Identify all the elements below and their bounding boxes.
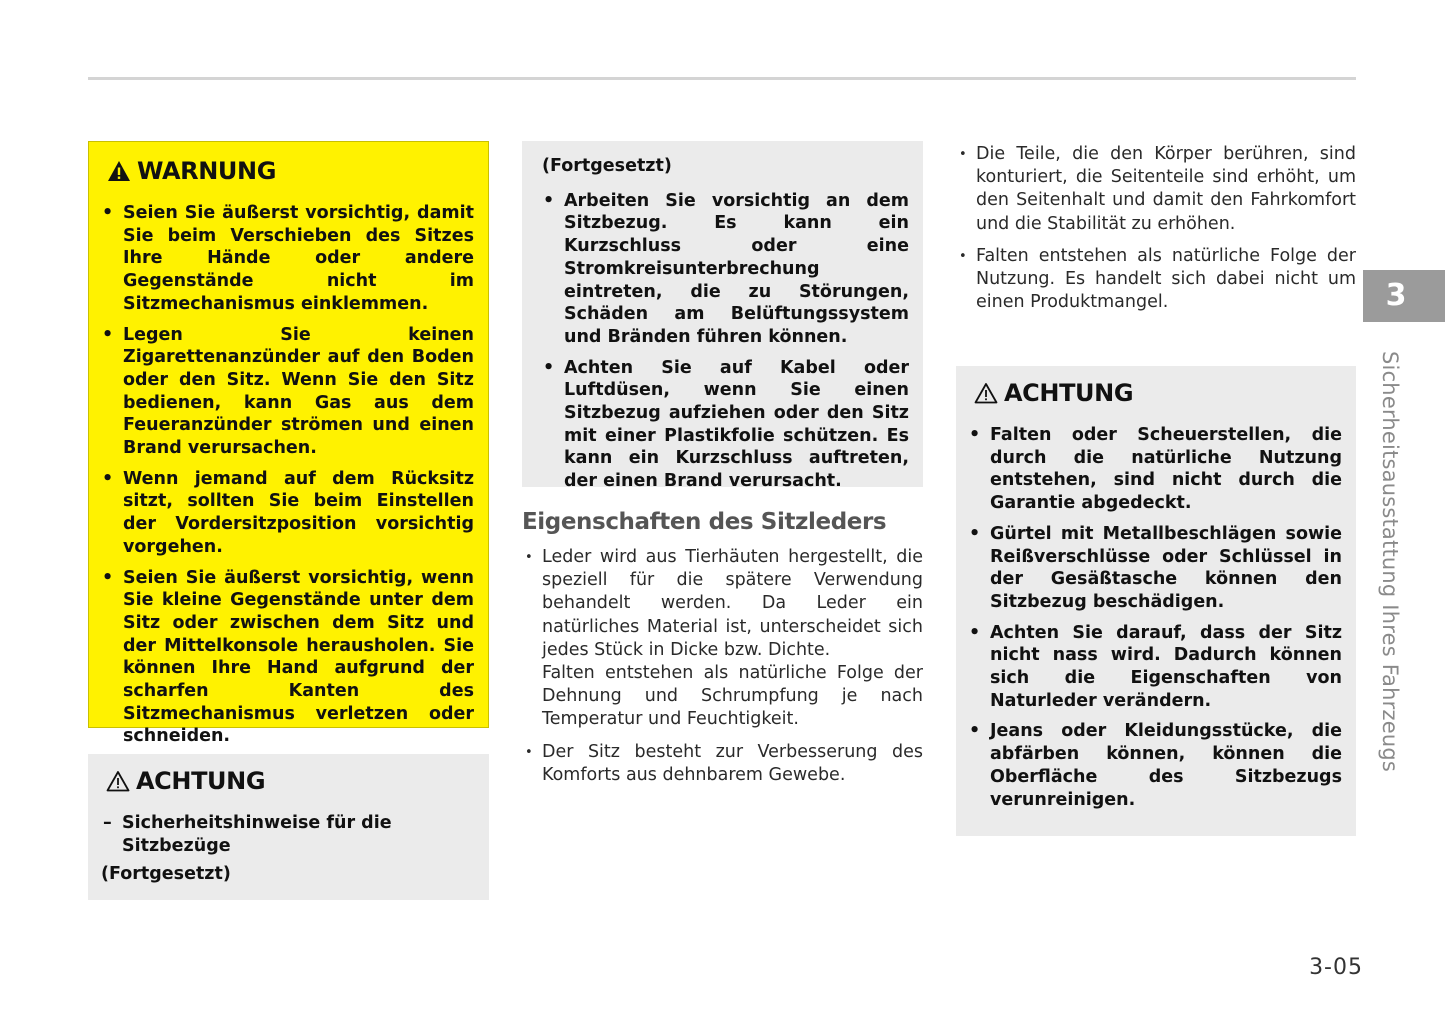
caution-title [974,376,1342,410]
leather-properties-list [522,546,923,796]
right-column-list [956,143,1356,323]
warning-list [101,202,474,748]
warning-title [107,154,474,188]
header-rule [88,77,1356,80]
chapter-number: 3 [1385,278,1407,313]
continued-item: • Achten Sie auf Kabel oder Luftdüsen, wenn Sie einen Sitzbezug aufziehen oder den Sitz mit einer Plastikfolie schützen. Es kann ein Kurzschluss auftreten, der einen Brand verursacht. [542,357,909,493]
chapter-side-title: Sicherheitsausstattung Ihres Fahrzeugs [1378,351,1402,772]
continued-label: (Fortgesetzt) [542,156,672,176]
caution-box-leather [956,366,1356,836]
caution-item: • Gürtel mit Metallbeschlägen sowie Reißverschlüsse oder Schlüssel in der Gesäßtasche können den Sitzbezug beschädigen. [968,523,1342,614]
caution-title [106,764,475,798]
warning-item: • Wenn jemand auf dem Rücksitz sitzt, sollten Sie beim Einstellen der Vordersitzposition vorsichtig vorgehen. [101,468,474,559]
list-item: • Die Teile, die den Körper berühren, sind konturiert, die Seitenteile sind erhöht, um den Seitenhalt und damit den Fahrkomfort und die Stabilität zu erhöhen. [956,143,1356,236]
caution-list [968,424,1342,811]
caution-box-seat-covers [88,754,489,900]
list-item: • Falten entstehen als natürliche Folge der Nutzung. Es handelt sich dabei nicht um einen Produktmangel. [956,245,1356,315]
warning-item: • Legen Sie keinen Zigarettenanzünder auf den Boden oder den Sitz. Wenn Sie den Sitz bedienen, kann Gas aus dem Feueranzünder strömen und einen Brand verursachen. [101,324,474,460]
warning-title-text: WARNUNG [137,157,277,185]
caution-title-text: ACHTUNG [136,767,266,795]
continued-list [542,190,909,493]
list-item [522,546,923,732]
continued-caution-box [522,141,923,492]
caution-item: • Falten oder Scheuerstellen, die durch die natürliche Nutzung entstehen, sind nicht durch die Garantie abgedeckt. [968,424,1342,515]
continued-label: (Fortgesetzt) [101,864,231,885]
section-heading: Eigenschaften des Sitzleders [522,509,887,535]
caution-title-text: ACHTUNG [1004,379,1134,407]
caution-triangle-icon [974,382,998,404]
list-item-text: • Leder wird aus Tierhäuten hergestellt, die speziell für die spätere Verwendung behandelt werden. Da Leder ein natürliches Material ist, unterscheidet sich jedes Stück in Dicke bzw. Dichte. [542,547,923,660]
chapter-tab [1363,270,1445,322]
warning-item: • Seien Sie äußerst vorsichtig, damit Sie beim Verschieben des Sitzes Ihre Hände oder andere Gegenstände nicht im Sitzmechanismus einklemmen. [101,202,474,316]
warning-item: • Seien Sie äußerst vorsichtig, wenn Sie kleine Gegenstände unter dem Sitz oder zwischen dem Sitz und der Mittelkonsole herausholen. Sie können Ihre Hand aufgrund der scharfen Kanten des Sitzmechanismus verletzen oder schneiden. [101,567,474,749]
caution-triangle-icon [106,770,130,792]
caution-item: • Achten Sie darauf, dass der Sitz nicht nass wird. Dadurch können sich die Eigenschaften von Naturleder verändern. [968,622,1342,713]
list-item-text: Falten entstehen als natürliche Folge der Dehnung und Schrumpfung je nach Temperatur und Feuchtigkeit. [542,663,923,730]
continued-item: • Arbeiten Sie vorsichtig an dem Sitzbezug. Es kann ein Kurzschluss oder eine Stromkreisunterbrechung eintreten, die zu Störungen, Schäden am Belüftungssystem und Bränden führen können. [542,190,909,349]
page-number: 3-05 [1309,955,1363,980]
list-item: • Der Sitz besteht zur Verbesserung des Komforts aus dehnbarem Gewebe. [522,741,923,787]
warning-triangle-icon [107,160,131,182]
caution-dash-item: – Sicherheitshinweise für die Sitzbezüge [100,812,475,857]
caution-item: • Jeans oder Kleidungsstücke, die abfärben können, können die Oberfläche des Sitzbezugs verunreinigen. [968,720,1342,811]
warning-box [88,141,489,747]
